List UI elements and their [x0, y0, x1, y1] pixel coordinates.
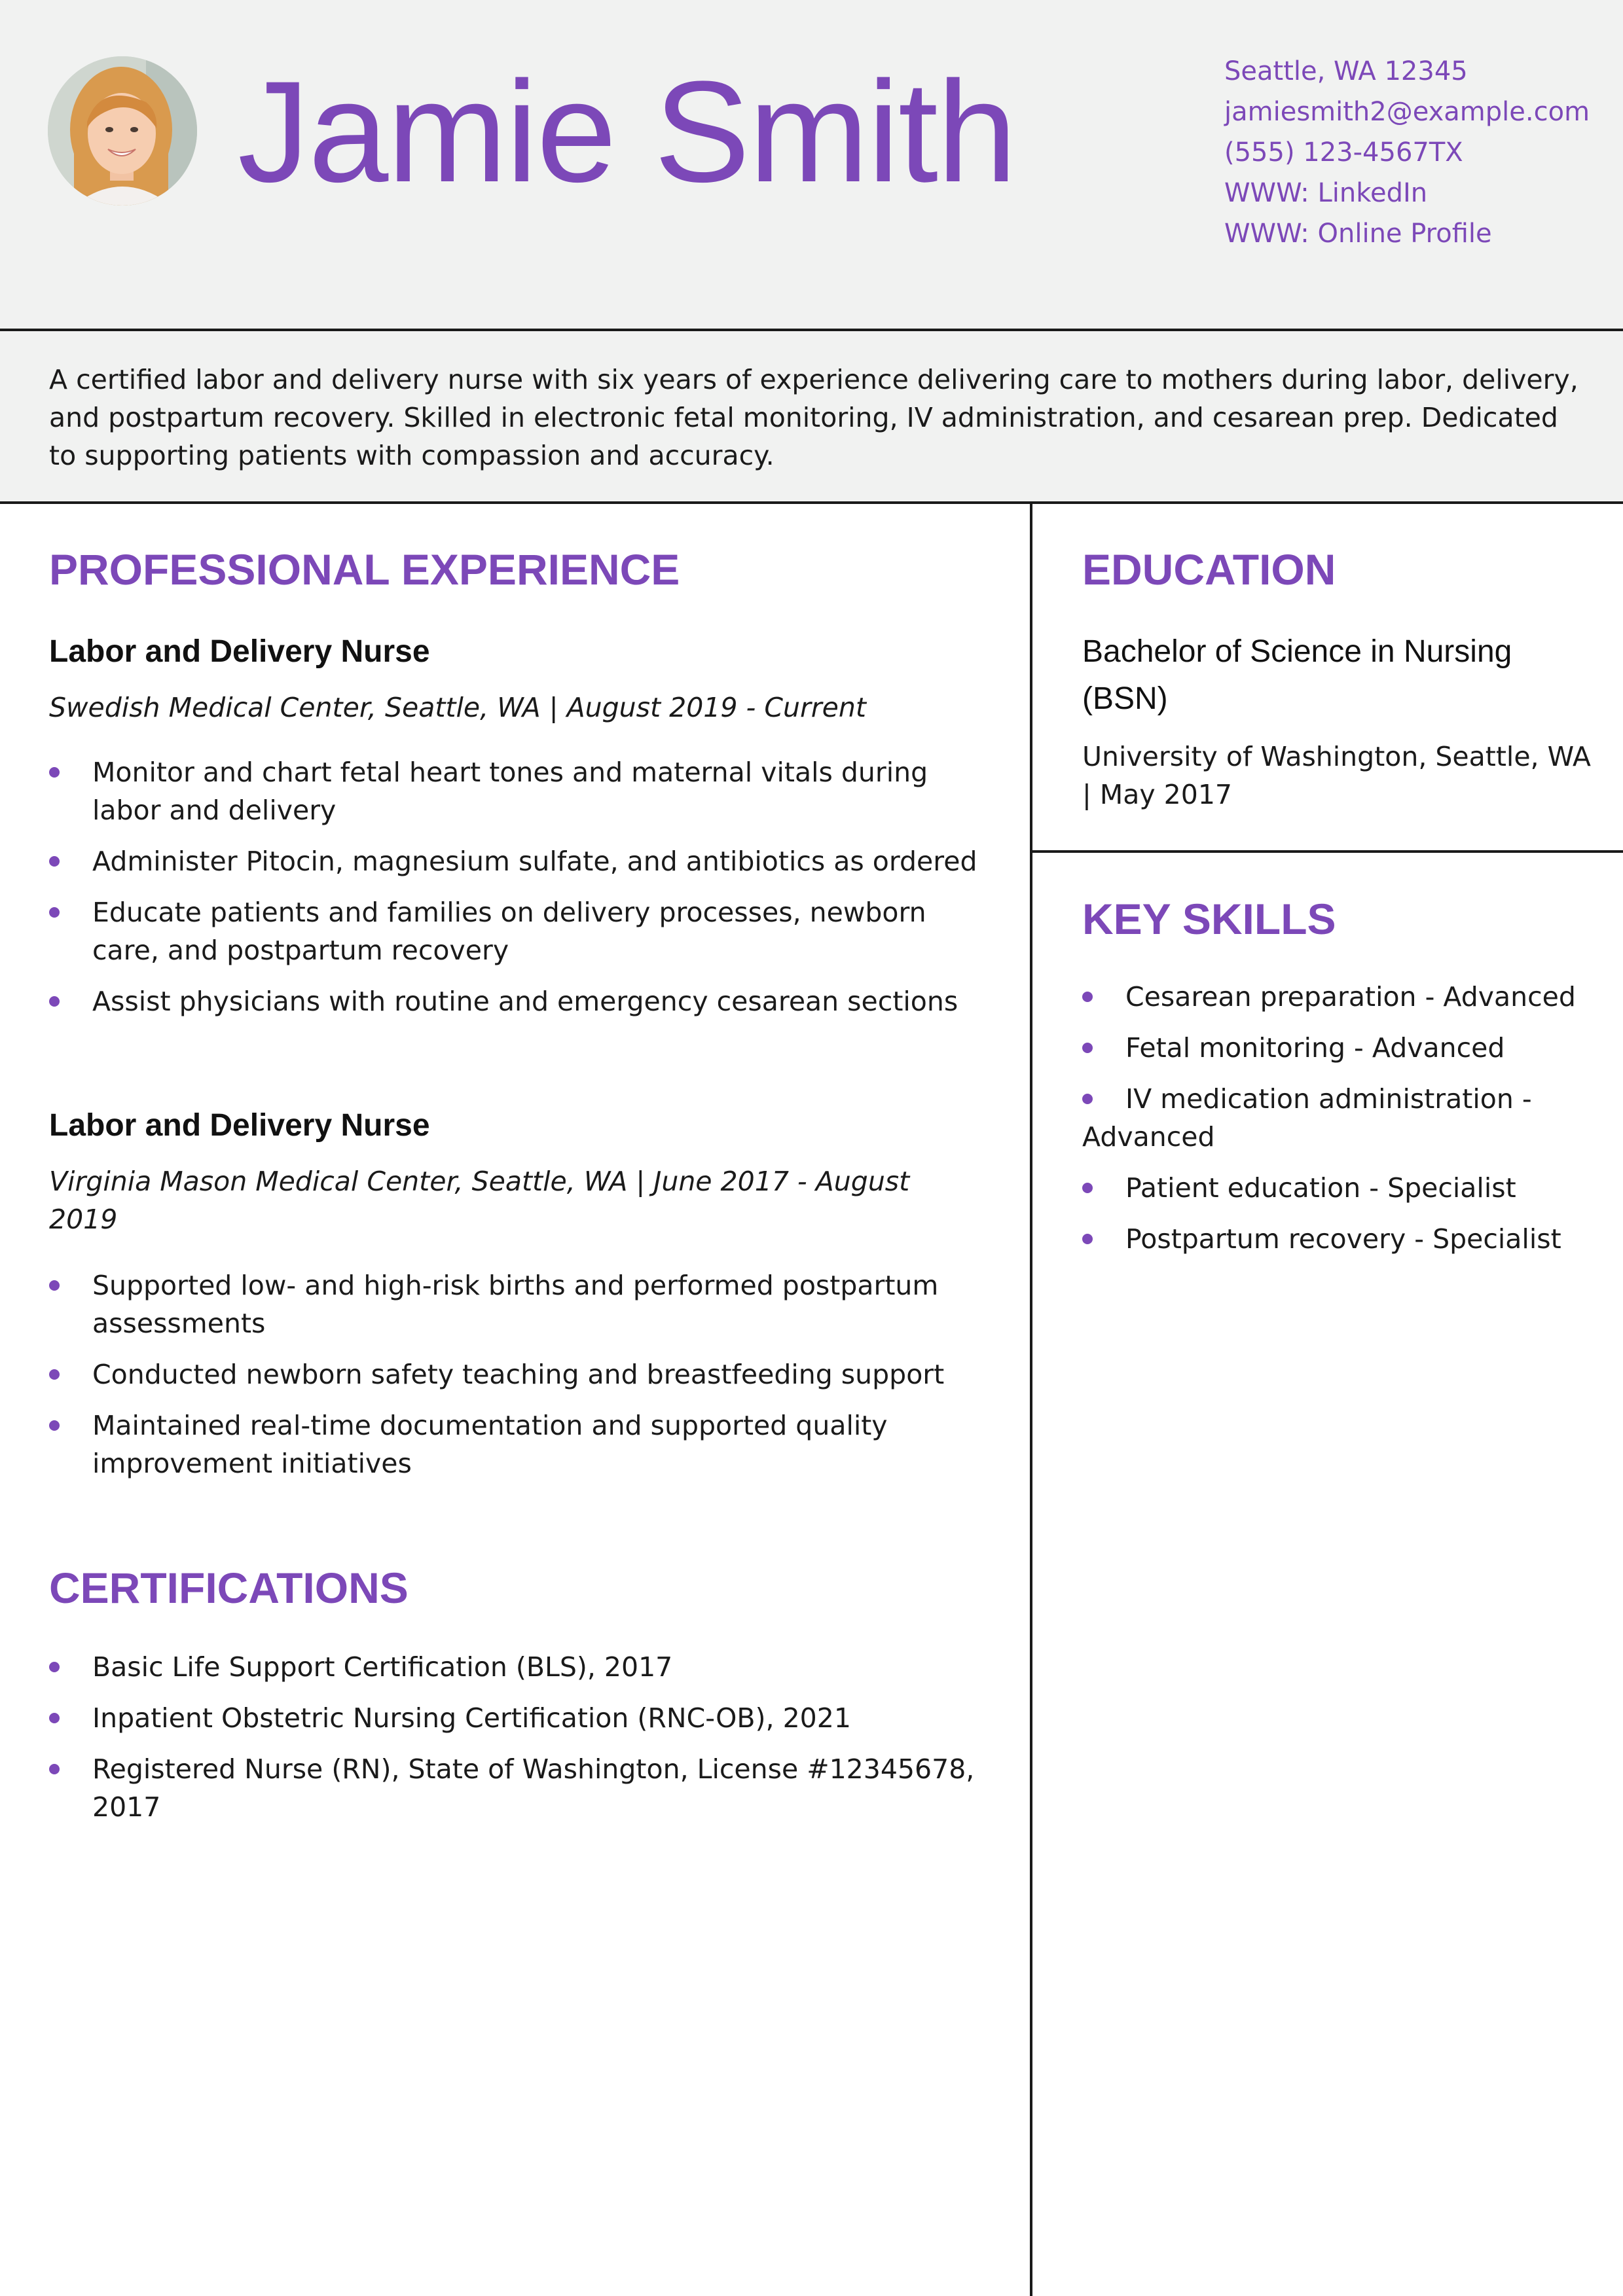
candidate-name: Jamie Smith: [238, 51, 1016, 212]
list-item: Basic Life Support Certification (BLS), 2017: [49, 1648, 992, 1686]
job-bullets: [49, 1266, 992, 1496]
column-divider: [1030, 504, 1032, 2296]
profile-photo: [48, 56, 197, 206]
skills-heading: KEY SKILLS: [1082, 895, 1336, 943]
list-item: Assist physicians with routine and emergency cesarean sections: [49, 982, 992, 1020]
contact-email[interactable]: jamiesmith2@example.com: [1224, 97, 1590, 127]
education-heading: EDUCATION: [1082, 545, 1336, 594]
contact-location: Seattle, WA 12345: [1224, 56, 1468, 86]
job-bullets: [49, 753, 992, 1033]
list-item: Inpatient Obstetric Nursing Certification (RNC-OB), 2021: [49, 1699, 992, 1737]
list-item: Fetal monitoring - Advanced: [1082, 1029, 1593, 1067]
list-item: Maintained real-time documentation and supported quality improvement initiatives: [49, 1407, 992, 1482]
list-item: Postpartum recovery - Specialist: [1082, 1220, 1593, 1258]
section-divider: [1032, 850, 1623, 853]
contact-profile-link[interactable]: WWW: Online Profile: [1224, 219, 1492, 249]
resume-header: [0, 0, 1623, 331]
experience-heading: PROFESSIONAL EXPERIENCE: [49, 545, 680, 594]
certifications-list: [49, 1648, 992, 1839]
certifications-heading: CERTIFICATIONS: [49, 1564, 409, 1612]
list-item: Administer Pitocin, magnesium sulfate, and antibiotics as ordered: [49, 842, 992, 880]
job-title: Labor and Delivery Nurse: [49, 634, 430, 669]
list-item: Cesarean preparation - Advanced: [1082, 978, 1593, 1016]
list-item: Educate patients and families on delivery processes, newborn care, and postpartum recovery: [49, 893, 992, 969]
list-item: Registered Nurse (RN), State of Washington, License #12345678, 2017: [49, 1750, 992, 1826]
list-item: Monitor and chart fetal heart tones and maternal vitals during labor and delivery: [49, 753, 992, 829]
list-item: Patient education - Specialist: [1082, 1169, 1593, 1207]
skills-list: [1082, 978, 1593, 1271]
education-school: University of Washington, Seattle, WA | May 2017: [1082, 741, 1591, 810]
list-item: Supported low- and high-risk births and performed postpartum assessments: [49, 1266, 992, 1342]
summary-text: A certified labor and delivery nurse with six years of experience delivering care to mothers during labor, delivery, and postpartum recovery. Skilled in electronic fetal monitoring, IV administration, and cesarean prep. Dedicated to supporting patients with compassion and accuracy.: [49, 364, 1578, 471]
education-degree: Bachelor of Science in Nursing (BSN): [1082, 634, 1512, 716]
list-item: Conducted newborn safety teaching and breastfeeding support: [49, 1355, 992, 1393]
job-title: Labor and Delivery Nurse: [49, 1108, 430, 1143]
contact-phone[interactable]: (555) 123-4567TX: [1224, 137, 1463, 168]
contact-block: [1224, 51, 1591, 254]
list-item: IV medication administration - Advanced: [1082, 1080, 1593, 1156]
person-photo-icon: [48, 56, 197, 206]
job-meta: Virginia Mason Medical Center, Seattle, WA | June 2017 - August 2019: [49, 1166, 910, 1235]
summary-section: [0, 331, 1623, 504]
job-meta: Swedish Medical Center, Seattle, WA | August 2019 - Current: [49, 692, 866, 723]
contact-linkedin-link[interactable]: WWW: LinkedIn: [1224, 178, 1428, 208]
